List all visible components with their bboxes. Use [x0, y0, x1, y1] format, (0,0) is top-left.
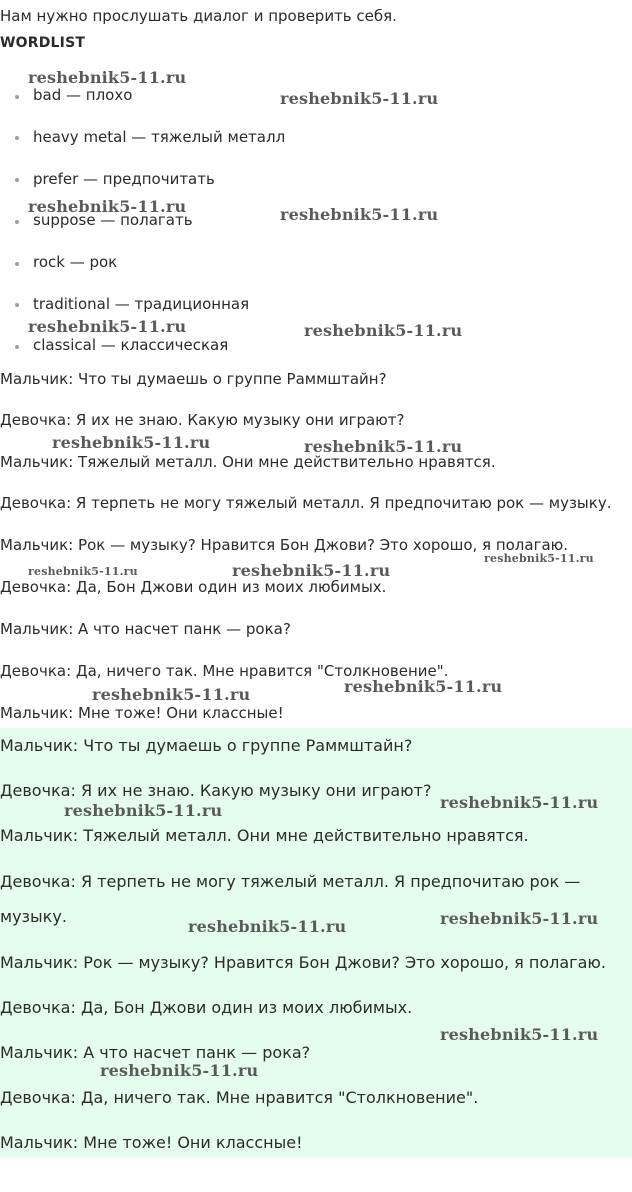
dialog-line: Мальчик: Мне тоже! Они классные!: [0, 704, 284, 722]
answer-line: Мальчик: Тяжелый металл. Они мне действительно нравятся.: [0, 826, 529, 845]
intro-text: Нам нужно прослушать диалог и проверить себя.: [0, 7, 397, 25]
watermark: reshebnik5-11.ru: [188, 917, 347, 936]
watermark: reshebnik5-11.ru: [52, 433, 211, 452]
dialog-line: Мальчик: А что насчет панк — рока?: [0, 620, 291, 638]
dialog-line: Мальчик: Что ты думаешь о группе Раммштайн?: [0, 370, 387, 388]
wordlist-item: heavy metal — тяжелый металл: [33, 128, 286, 146]
dialog-line: Девочка: Я терпеть не могу тяжелый металл. Я предпочитаю рок — музыку.: [0, 494, 612, 512]
watermark: reshebnik5-11.ru: [28, 565, 138, 578]
answer-line: Мальчик: Мне тоже! Они классные!: [0, 1133, 303, 1152]
bullet-icon: [15, 178, 19, 182]
wordlist-title: WORDLIST: [0, 35, 86, 51]
wordlist-item: prefer — предпочитать: [33, 170, 215, 188]
dialog-line: Мальчик: Рок — музыку? Нравится Бон Джови? Это хорошо, я полагаю.: [0, 536, 569, 554]
watermark: reshebnik5-11.ru: [440, 1025, 599, 1044]
answer-line: Мальчик: А что насчет панк — рока?: [0, 1043, 311, 1062]
wordlist-item: traditional — традиционная: [33, 295, 250, 313]
answer-line: музыку.: [0, 907, 67, 926]
answer-line: Девочка: Я терпеть не могу тяжелый металл. Я предпочитаю рок —: [0, 872, 581, 891]
bullet-icon: [15, 136, 19, 140]
bullet-icon: [15, 220, 19, 224]
answer-line: Девочка: Да, ничего так. Мне нравится "Столкновение".: [0, 1088, 479, 1107]
watermark: reshebnik5-11.ru: [440, 793, 599, 812]
watermark: reshebnik5-11.ru: [304, 437, 463, 456]
wordlist-item: suppose — полагать: [33, 211, 193, 229]
dialog-line: Девочка: Я их не знаю. Какую музыку они играют?: [0, 411, 405, 429]
watermark: reshebnik5-11.ru: [92, 685, 251, 704]
watermark: reshebnik5-11.ru: [304, 321, 463, 340]
wordlist-item: rock — рок: [33, 253, 118, 271]
wordlist-item: bad — плохо: [33, 86, 133, 104]
watermark: reshebnik5-11.ru: [64, 801, 223, 820]
watermark: reshebnik5-11.ru: [100, 1061, 259, 1080]
watermark: reshebnik5-11.ru: [344, 677, 503, 696]
answer-line: Девочка: Да, Бон Джови один из моих любимых.: [0, 998, 413, 1017]
watermark: reshebnik5-11.ru: [280, 89, 439, 108]
bullet-icon: [15, 345, 19, 349]
watermark: reshebnik5-11.ru: [484, 552, 594, 565]
dialog-line: Девочка: Да, ничего так. Мне нравится "Столкновение".: [0, 662, 449, 680]
watermark: reshebnik5-11.ru: [280, 205, 439, 224]
watermark: reshebnik5-11.ru: [232, 561, 391, 580]
dialog-line: Мальчик: Тяжелый металл. Они мне действительно нравятся.: [0, 453, 496, 471]
watermark: reshebnik5-11.ru: [28, 197, 187, 216]
wordlist-item: classical — классическая: [33, 336, 229, 354]
answer-line: Девочка: Я их не знаю. Какую музыку они играют?: [0, 781, 432, 800]
bullet-icon: [15, 95, 19, 99]
watermark: reshebnik5-11.ru: [440, 909, 599, 928]
watermark: reshebnik5-11.ru: [28, 317, 187, 336]
answer-line: Мальчик: Что ты думаешь о группе Раммштайн?: [0, 736, 413, 755]
dialog-line: Девочка: Да, Бон Джови один из моих любимых.: [0, 578, 387, 596]
answer-line: Мальчик: Рок — музыку? Нравится Бон Джови? Это хорошо, я полагаю.: [0, 953, 606, 972]
watermark: reshebnik5-11.ru: [28, 68, 187, 87]
bullet-icon: [15, 303, 19, 307]
bullet-icon: [15, 262, 19, 266]
